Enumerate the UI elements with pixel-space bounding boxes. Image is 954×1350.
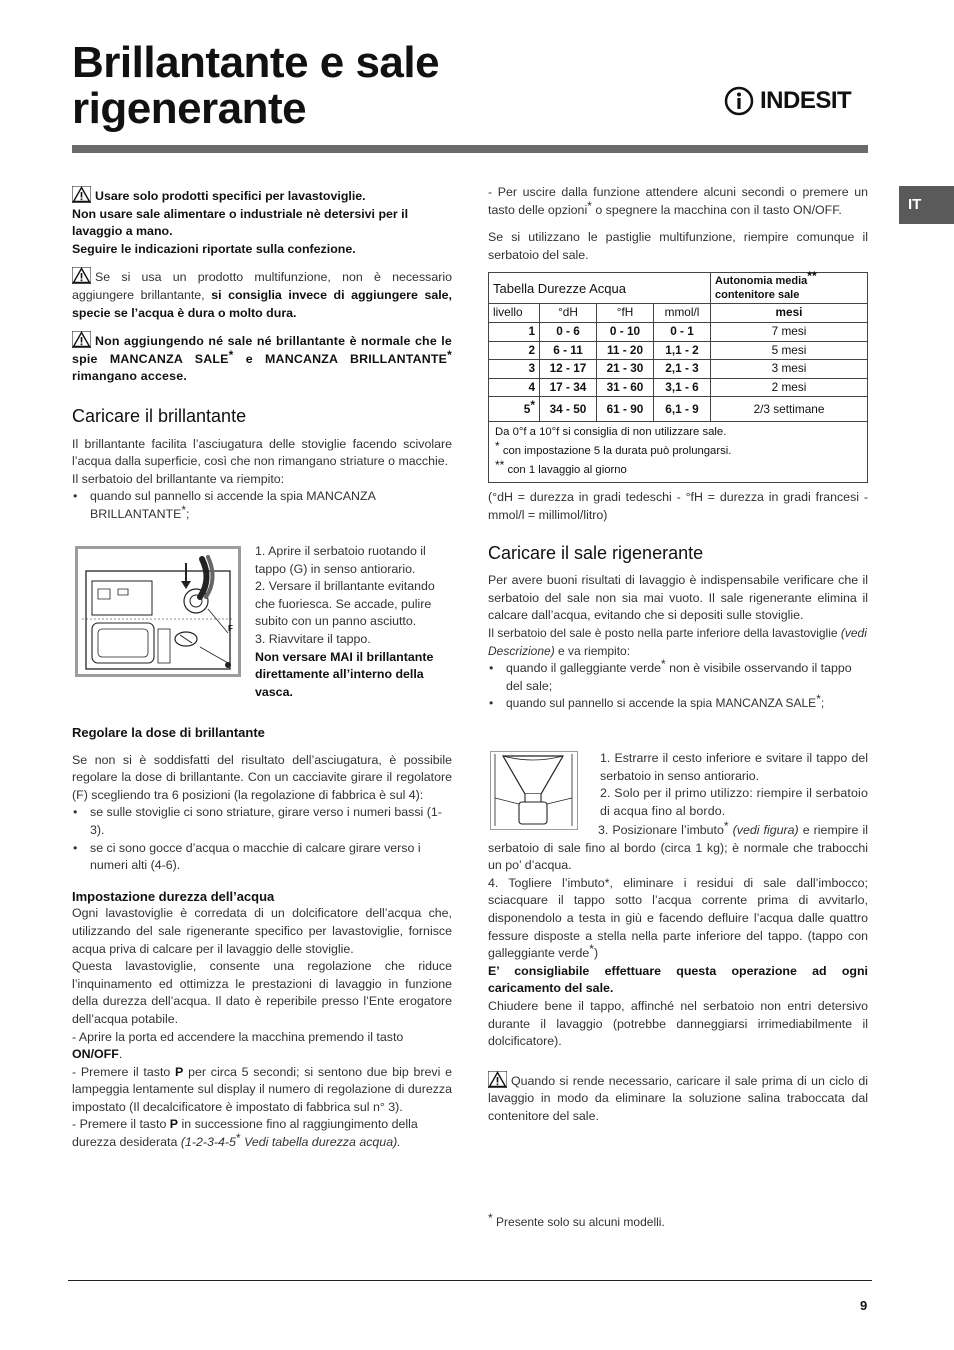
table-row (489, 341, 868, 360)
language-tab: IT (899, 186, 954, 224)
paragraph: Chiudere bene il tappo, affinché nel serbatoio non entri detersivo durante il lavaggio (potrebbe danneggiarsi irrimediabilmente il dolcificatore). (488, 998, 868, 1049)
column-header: °fH (597, 304, 654, 323)
left-column (72, 186, 452, 524)
bullet-list (488, 657, 868, 713)
table-cell: 2 (489, 341, 540, 360)
right-column (488, 184, 868, 713)
step-item: 3. Riavvitare il tappo. (255, 631, 371, 646)
section-heading-brillantante: Caricare il brillantante (72, 405, 247, 426)
paragraph: Il brillantante facilita l’asciugatura delle stoviglie facendo scivolare l’acqua dalla superficie, così che non rimangano striature o macchie. (72, 436, 452, 469)
table-cell: 4 (489, 378, 540, 397)
indesit-logo-icon (724, 86, 754, 116)
step-item: 4. Togliere l’imbuto*, eliminare i residui di sale dall’imbocco; sciacquare il tappo sotto l’acqua corrente prima di avvitarlo, disponendolo a testa in giù e facendo defluire l’acqua dalle quattro fessure disposte a stella nella parte inferiore del tappo. (tappo con galleggiante verde*) (488, 875, 868, 961)
table-row (489, 397, 868, 422)
paragraph: - Per uscire dalla funzione attendere alcuni secondi o premere un tasto delle opzioni* o spegnere la macchina con il tasto ON/OFF. (488, 185, 868, 217)
indesit-logo (724, 86, 851, 116)
warning-block-3: Non aggiungendo né sale né brillantante è normale che le spie MANCANZA SALE* e MANCANZA BRILLANTANTE* rimangano accese. (72, 331, 452, 386)
step-item: 2. Solo per il primo utilizzo: riempire il serbatoio di acqua fino al bordo. (600, 786, 868, 818)
table-cell: 0 - 6 (540, 322, 597, 341)
warning-block-sale: Quando si rende necessario, caricare il sale prima di un ciclo di lavaggio in modo da eliminare la soluzione salina traboccata dal contenitore del sale. (488, 1071, 868, 1126)
table-cell: 31 - 60 (597, 378, 654, 397)
rinse-aid-steps (255, 543, 452, 701)
column-header: °dH (540, 304, 597, 323)
bullet-list (72, 488, 452, 523)
footnote: * Presente solo su alcuni modelli. (488, 1211, 665, 1229)
step-item: 1. Aprire il serbatoio ruotando il tappo (G) in senso antiorario. (255, 544, 426, 576)
salt-steps (488, 819, 868, 1126)
table-cell: 5 mesi (711, 341, 868, 360)
list-item: • quando sul pannello si accende la spia MANCANZA SALE*; (488, 695, 868, 713)
bullet-list (72, 804, 452, 874)
table-cell: 1,1 - 2 (654, 341, 711, 360)
table-cell: 61 - 90 (597, 397, 654, 422)
subheading-durezza: Impostazione durezza dell’acqua (72, 888, 275, 904)
table-row (489, 322, 868, 341)
step-item: 1. Estrarre il cesto inferiore e svitare il tappo del serbatoio in senso antiorario. (600, 751, 868, 783)
paragraph: Il serbatoio del sale è posto nella parte inferiore della lavastoviglie (vedi Descrizione) e va riempito: (488, 625, 867, 658)
table-cell: 3 (489, 360, 540, 379)
table-notes (489, 422, 868, 483)
table-title: Tabella Durezze Acqua (489, 273, 711, 304)
table-cell: 34 - 50 (540, 397, 597, 422)
warning-block-2: Se si usa un prodotto multifunzione, non è necessario aggiungere brillantante, si consiglia invece di aggiungere sale, specie se l’acqua è dura o molto dura. (72, 267, 452, 322)
table-note: Da 0°f a 10°f si consiglia di non utilizzare sale. (495, 426, 727, 439)
table-cell: 1 (489, 322, 540, 341)
paragraph: Se non si è soddisfatti del risultato dell’asciugatura, è possibile regolare la dose di brillantante. Con un cacciavite girare il regolatore (F) scegliendo tra 6 posizioni (la regolazione di fabbrica è sul 4): (72, 752, 452, 802)
column-header: mmol/l (654, 304, 711, 323)
paragraph: Questa lavastoviglie, consente una regolazione che riduce l’inquinamento ed ottimizza le prestazioni di lavaggio in funzione della durezza dell’acqua. Il dato è reperibile presso l’Ente erogatore dell’acqua potabile. (72, 959, 452, 1026)
table-cell: 12 - 17 (540, 360, 597, 379)
list-item: • quando sul pannello si accende la spia MANCANZA BRILLANTANTE*; (72, 488, 452, 523)
header-rule (72, 145, 868, 153)
paragraph: (°dH = durezza in gradi tedeschi - °fH = durezza in gradi francesi - mmol/l = millimol/litro) (488, 490, 868, 522)
table-cell: 5* (489, 397, 540, 422)
table-cell: 11 - 20 (597, 341, 654, 360)
paragraph: Il serbatoio del brillantante va riempito: (72, 471, 285, 486)
warning-block-1: Usare solo prodotti specifici per lavastoviglie. Non usare sale alimentare o industriale nè detersivi per il lavaggio a mano. Seguire le indicazioni riportate sulla confezione. (72, 186, 452, 258)
list-item: • se ci sono gocce d’acqua o macchie di calcare girare verso i numeri alti (4-6). (72, 840, 452, 875)
page-number: 9 (860, 1298, 868, 1313)
brand-name: INDESIT (760, 87, 852, 114)
warning-triangle-icon (72, 267, 91, 284)
funnel-figure (490, 751, 578, 830)
table-cell: 0 - 1 (654, 322, 711, 341)
table-cell: 6 - 11 (540, 341, 597, 360)
step-item: 3. Posizionare l’imbuto* (vedi figura) e riempire il serbatoio di sale fino al bordo (circa 1 kg); è normale che trabocchi un po’ d’acqua. (488, 819, 868, 873)
table-note: * con impostazione 5 la durata può prolungarsi. (495, 439, 732, 458)
rinse-aid-dispenser-figure (75, 546, 241, 677)
paragraph: - Premere il tasto P in successione fino al raggiungimento della durezza desiderata (1-2-3-4-5* Vedi tabella durezza acqua). (72, 1117, 418, 1150)
footer-rule (68, 1280, 872, 1281)
page-title: Brillantante e sale rigenerante (72, 38, 440, 133)
column-header: livello (489, 304, 540, 323)
paragraph: Ogni lavastoviglie è corredata di un dolcificatore dell’acqua che, utilizzando del sale rigenerante specifico per lavastoviglie, fornisce acqua priva di calcare per il lavaggio delle stoviglie. (72, 906, 452, 956)
table-cell: 7 mesi (711, 322, 868, 341)
water-hardness-table (488, 269, 868, 483)
table-cell: 3 mesi (711, 360, 868, 379)
left-column-lower (72, 724, 452, 1152)
table-cell: 17 - 34 (540, 378, 597, 397)
paragraph: Per avere buoni risultati di lavaggio è indispensabile verificare che il serbatoio del sale non sia mai vuoto. Il sale rigenerante elimina il calcare dall’acqua, evitando che si depositi sulle stoviglie. (488, 573, 868, 623)
column-header: mesi (711, 304, 868, 323)
paragraph: - Aprire la porta ed accendere la macchina premendo il tasto ON/OFF. (72, 1029, 404, 1062)
list-item: • quando il galleggiante verde* non è visibile osservando il tappo del sale; (488, 660, 868, 695)
subheading-dose: Regolare la dose di brillantante (72, 725, 265, 740)
warning-triangle-icon (72, 331, 91, 348)
section-heading-sale: Caricare il sale rigenerante (488, 542, 704, 563)
table-cell: 3,1 - 6 (654, 378, 711, 397)
step-warning: Non versare MAI il brillantante direttamente all’interno della vasca. (255, 649, 434, 699)
step-item: 2. Versare il brillantante evitando che fuoriesca. Se accade, pulire subito con un panno asciutto. (255, 579, 435, 629)
list-item: • se sulle stoviglie ci sono striature, girare verso i numeri bassi (1-3). (72, 804, 452, 839)
step-warning: E’ consigliabile effettuare questa operazione ad ogni caricamento del sale. (488, 963, 868, 996)
table-row (489, 378, 868, 397)
table-cell: 2 mesi (711, 378, 868, 397)
table-cell: 6,1 - 9 (654, 397, 711, 422)
table-note: ** con 1 lavaggio al giorno (495, 458, 627, 477)
table-cell: 2,1 - 3 (654, 360, 711, 379)
label-f: F (228, 624, 233, 633)
table-autonomia-header: Autonomia media** contenitore sale (711, 273, 868, 304)
table-cell: 0 - 10 (597, 322, 654, 341)
paragraph: Se si utilizzano le pastiglie multifunzione, riempire comunque il serbatoio del sale. (488, 230, 868, 262)
warning-triangle-icon (488, 1071, 507, 1088)
salt-steps-top (600, 750, 868, 820)
table-header-row (489, 304, 868, 323)
table-row (489, 360, 868, 379)
paragraph: - Premere il tasto P per circa 5 secondi; si sentono due bip brevi e lampeggia lentamente sul display il numero di regolazione di durezza impostato (Il decalcificatore è impostato di fabbrica sul n° 3). (72, 1064, 452, 1114)
table-cell: 21 - 30 (597, 360, 654, 379)
table-cell: 2/3 settimane (711, 397, 868, 422)
warning-triangle-icon (72, 186, 91, 203)
